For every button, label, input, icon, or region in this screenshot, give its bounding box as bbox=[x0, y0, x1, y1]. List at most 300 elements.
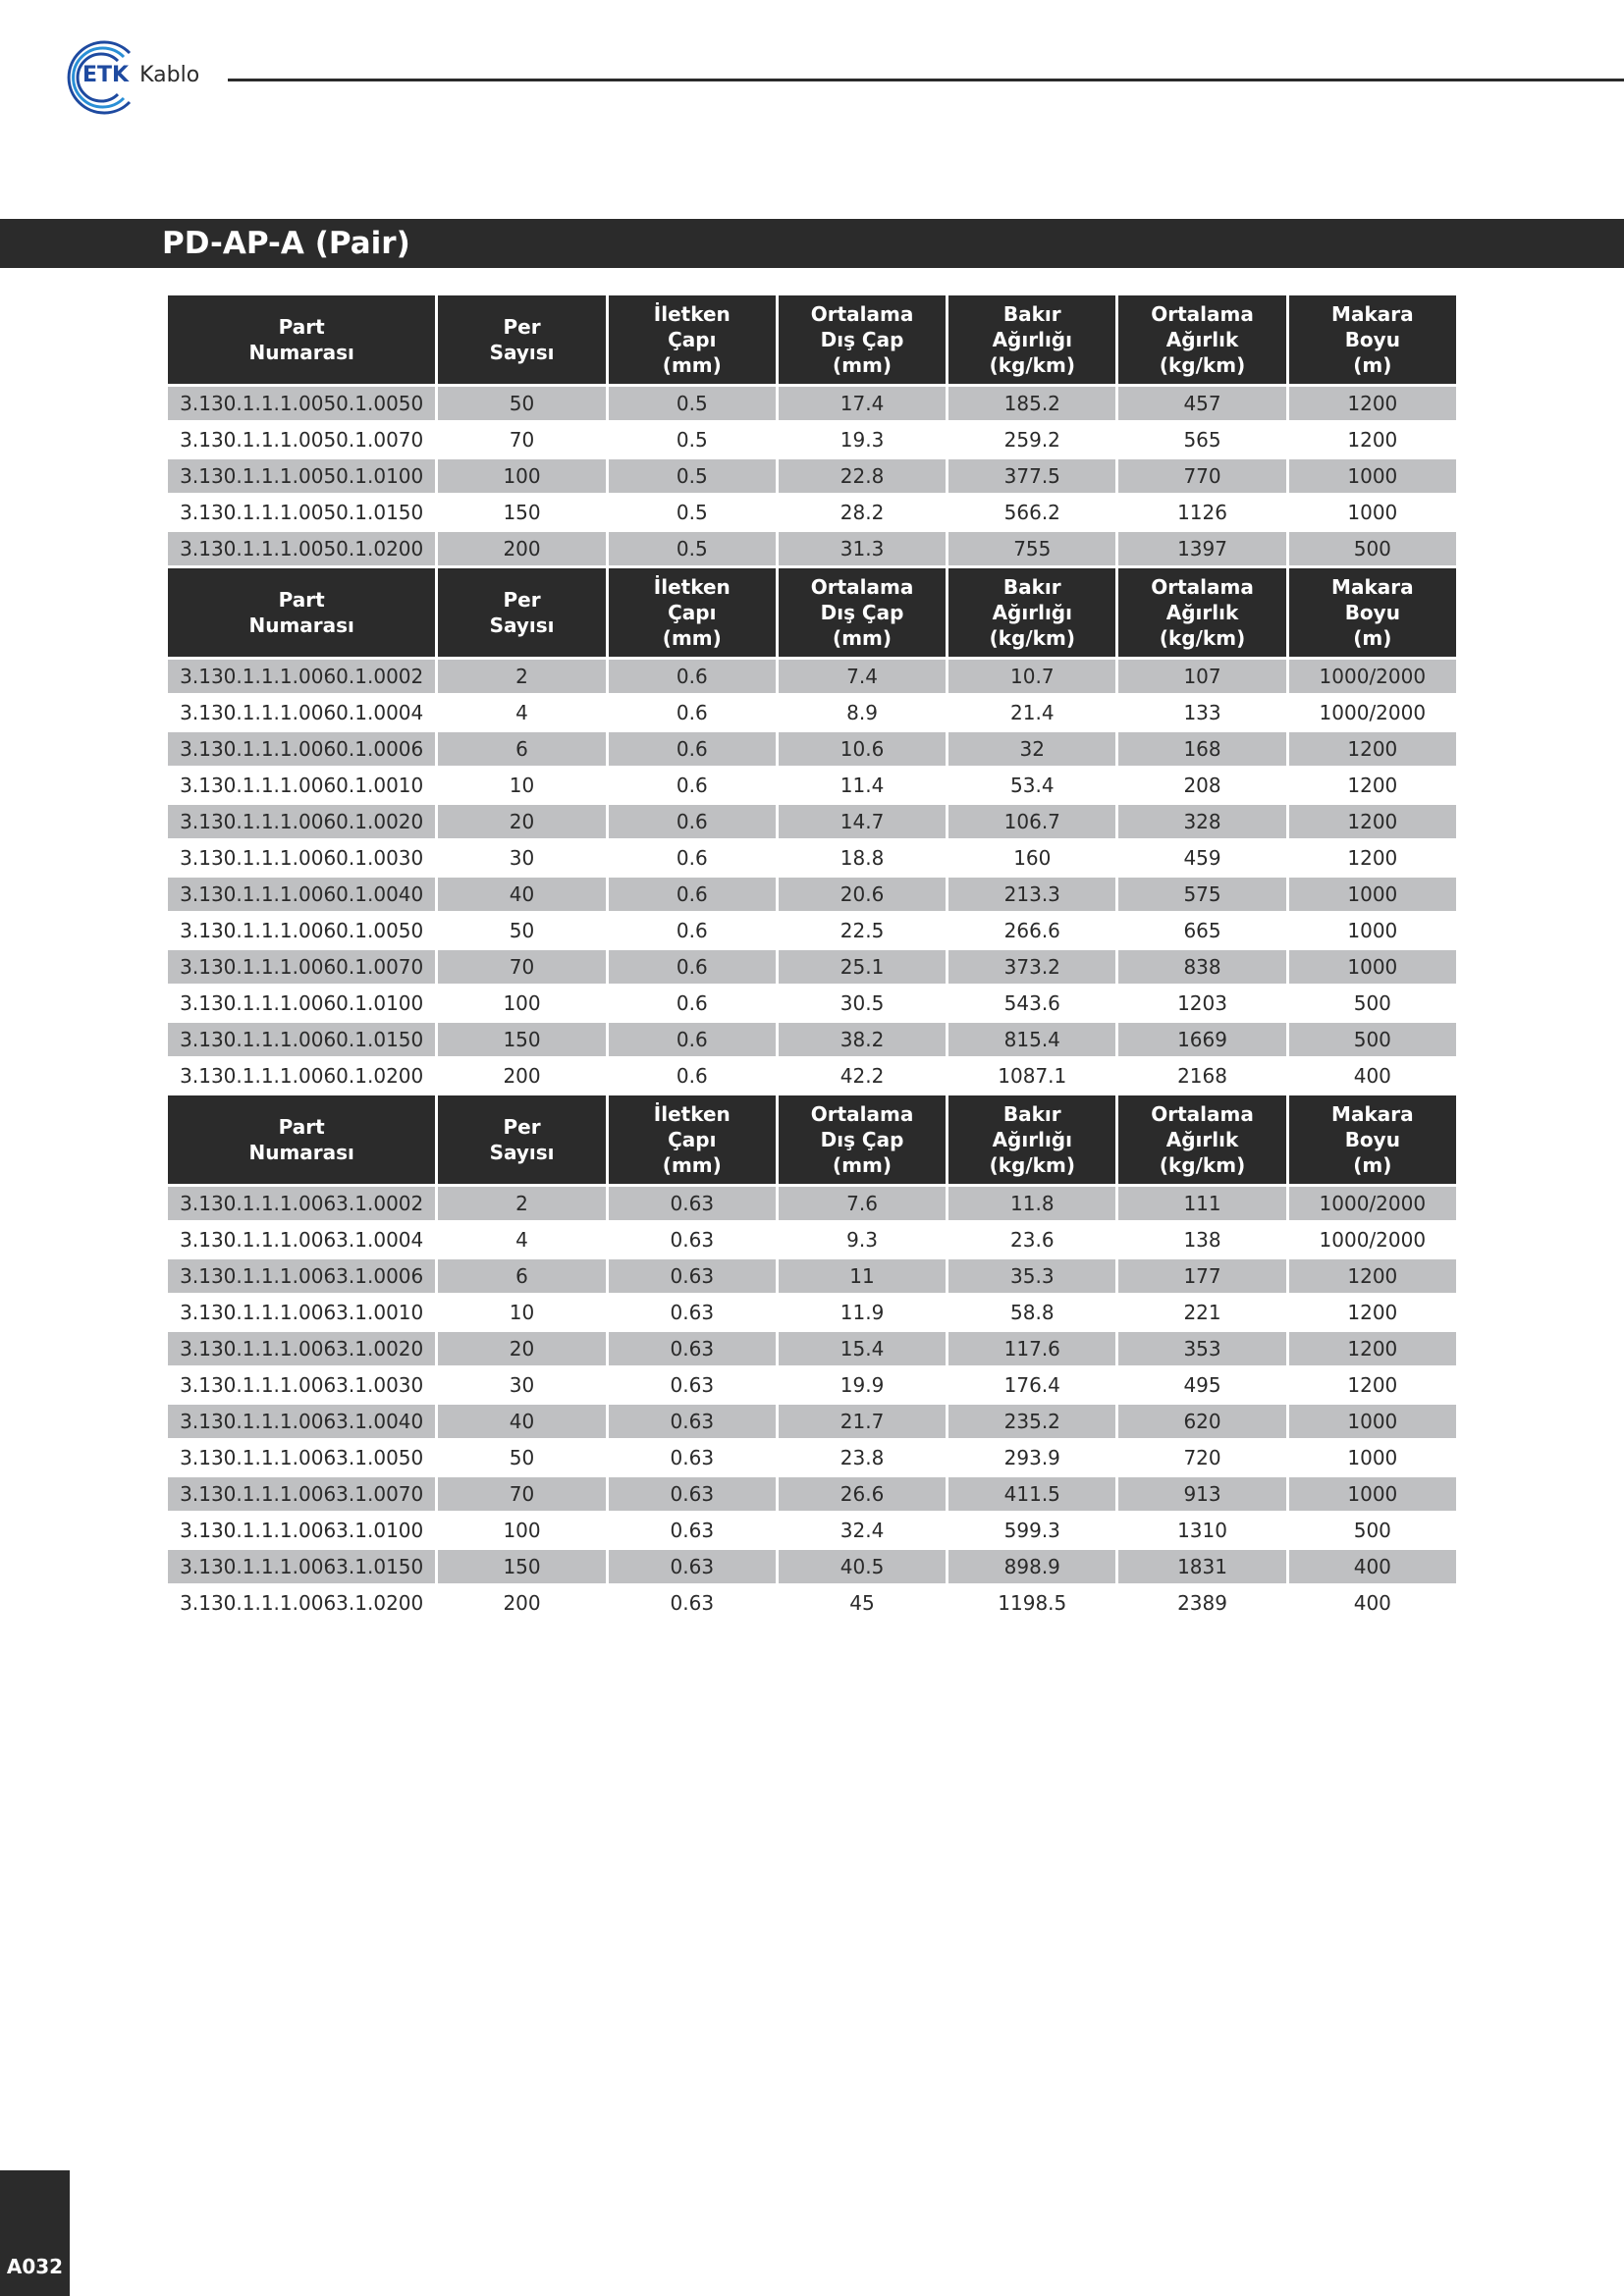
column-header-line: (kg/km) bbox=[989, 626, 1075, 650]
column-header-part-number bbox=[168, 295, 435, 384]
part-number-cell: 3.130.1.1.1.0060.1.0100 bbox=[168, 987, 435, 1020]
column-header-line: Ağırlık bbox=[1165, 1128, 1239, 1151]
part-number-cell: 3.130.1.1.1.0063.1.0020 bbox=[168, 1332, 435, 1365]
reel-length-cell: 1000 bbox=[1289, 950, 1456, 984]
outer-diameter-cell: 10.6 bbox=[779, 732, 946, 766]
conductor-diameter-cell: 0.6 bbox=[609, 914, 776, 947]
conductor-diameter-cell: 0.5 bbox=[609, 387, 776, 420]
outer-diameter-cell: 11.4 bbox=[779, 769, 946, 802]
part-number-cell: 3.130.1.1.1.0050.1.0200 bbox=[168, 532, 435, 565]
outer-diameter-cell: 20.6 bbox=[779, 878, 946, 911]
column-header-line: Numarası bbox=[248, 341, 354, 364]
conductor-diameter-cell: 0.6 bbox=[609, 696, 776, 729]
copper-weight-cell: 10.7 bbox=[948, 660, 1115, 693]
table-row bbox=[168, 950, 1456, 984]
part-number-cell: 3.130.1.1.1.0060.1.0070 bbox=[168, 950, 435, 984]
outer-diameter-cell: 19.3 bbox=[779, 423, 946, 456]
part-number-cell: 3.130.1.1.1.0060.1.0030 bbox=[168, 841, 435, 875]
outer-diameter-cell: 21.7 bbox=[779, 1405, 946, 1438]
part-number-cell: 3.130.1.1.1.0063.1.0070 bbox=[168, 1477, 435, 1511]
column-header-line: (mm) bbox=[662, 626, 722, 650]
pair-count-cell: 70 bbox=[438, 1477, 605, 1511]
copper-weight-cell: 599.3 bbox=[948, 1514, 1115, 1547]
reel-length-cell: 1200 bbox=[1289, 423, 1456, 456]
pair-count-cell: 30 bbox=[438, 1368, 605, 1402]
copper-weight-cell: 373.2 bbox=[948, 950, 1115, 984]
average-weight-cell: 328 bbox=[1118, 805, 1285, 838]
column-header-line: Ortalama bbox=[810, 302, 914, 326]
conductor-diameter-cell: 0.63 bbox=[609, 1259, 776, 1293]
part-number-cell: 3.130.1.1.1.0063.1.0150 bbox=[168, 1550, 435, 1583]
pair-count-cell: 4 bbox=[438, 1223, 605, 1256]
conductor-diameter-cell: 0.6 bbox=[609, 878, 776, 911]
column-header-line: (kg/km) bbox=[1159, 626, 1246, 650]
column-header-part-number bbox=[168, 568, 435, 657]
reel-length-cell: 1200 bbox=[1289, 805, 1456, 838]
average-weight-cell: 168 bbox=[1118, 732, 1285, 766]
copper-weight-cell: 815.4 bbox=[948, 1023, 1115, 1056]
table-row bbox=[168, 1296, 1456, 1329]
column-header-line: (kg/km) bbox=[989, 353, 1075, 377]
column-header-line: Bakır bbox=[1002, 302, 1061, 326]
conductor-diameter-cell: 0.6 bbox=[609, 987, 776, 1020]
average-weight-cell: 838 bbox=[1118, 950, 1285, 984]
copper-weight-cell: 35.3 bbox=[948, 1259, 1115, 1293]
column-header-average-weight bbox=[1118, 295, 1285, 384]
column-header-pair-count bbox=[438, 295, 605, 384]
conductor-diameter-cell: 0.6 bbox=[609, 1059, 776, 1093]
part-number-cell: 3.130.1.1.1.0063.1.0004 bbox=[168, 1223, 435, 1256]
header-rule bbox=[228, 79, 1624, 81]
conductor-diameter-cell: 0.6 bbox=[609, 1023, 776, 1056]
column-header-line: Makara bbox=[1331, 302, 1414, 326]
average-weight-cell: 2168 bbox=[1118, 1059, 1285, 1093]
column-header-outer-diameter bbox=[779, 1095, 946, 1184]
outer-diameter-cell: 22.5 bbox=[779, 914, 946, 947]
column-header-line: Dış Çap bbox=[820, 328, 904, 351]
part-number-cell: 3.130.1.1.1.0060.1.0004 bbox=[168, 696, 435, 729]
table-row bbox=[168, 1059, 1456, 1093]
table-row bbox=[168, 423, 1456, 456]
column-header-line: Part bbox=[278, 315, 325, 339]
average-weight-cell: 177 bbox=[1118, 1259, 1285, 1293]
conductor-diameter-cell: 0.63 bbox=[609, 1368, 776, 1402]
conductor-diameter-cell: 0.5 bbox=[609, 496, 776, 529]
reel-length-cell: 1200 bbox=[1289, 1368, 1456, 1402]
copper-weight-cell: 259.2 bbox=[948, 423, 1115, 456]
outer-diameter-cell: 7.6 bbox=[779, 1187, 946, 1220]
part-number-cell: 3.130.1.1.1.0063.1.0200 bbox=[168, 1586, 435, 1620]
conductor-diameter-cell: 0.6 bbox=[609, 841, 776, 875]
pair-count-cell: 2 bbox=[438, 660, 605, 693]
copper-weight-cell: 377.5 bbox=[948, 459, 1115, 493]
average-weight-cell: 2389 bbox=[1118, 1586, 1285, 1620]
copper-weight-cell: 411.5 bbox=[948, 1477, 1115, 1511]
part-number-cell: 3.130.1.1.1.0063.1.0006 bbox=[168, 1259, 435, 1293]
copper-weight-cell: 1198.5 bbox=[948, 1586, 1115, 1620]
part-number-cell: 3.130.1.1.1.0060.1.0020 bbox=[168, 805, 435, 838]
pair-count-cell: 6 bbox=[438, 1259, 605, 1293]
copper-weight-cell: 543.6 bbox=[948, 987, 1115, 1020]
outer-diameter-cell: 30.5 bbox=[779, 987, 946, 1020]
average-weight-cell: 665 bbox=[1118, 914, 1285, 947]
conductor-diameter-cell: 0.63 bbox=[609, 1441, 776, 1474]
column-header-line: Boyu bbox=[1344, 328, 1400, 351]
table-row bbox=[168, 387, 1456, 420]
conductor-diameter-cell: 0.63 bbox=[609, 1332, 776, 1365]
part-number-cell: 3.130.1.1.1.0060.1.0010 bbox=[168, 769, 435, 802]
pair-count-cell: 200 bbox=[438, 1586, 605, 1620]
page-title: PD-AP-A (Pair) bbox=[162, 226, 410, 261]
column-header-line: Ağırlığı bbox=[992, 328, 1072, 351]
column-header-line: Çapı bbox=[668, 1128, 717, 1151]
reel-length-cell: 1200 bbox=[1289, 1332, 1456, 1365]
pair-count-cell: 50 bbox=[438, 914, 605, 947]
pair-count-cell: 20 bbox=[438, 805, 605, 838]
table-row bbox=[168, 696, 1456, 729]
conductor-diameter-cell: 0.63 bbox=[609, 1477, 776, 1511]
column-header-reel-length bbox=[1289, 1095, 1456, 1184]
column-header-line: Sayısı bbox=[489, 1141, 555, 1164]
part-number-cell: 3.130.1.1.1.0060.1.0002 bbox=[168, 660, 435, 693]
table-row bbox=[168, 1368, 1456, 1402]
reel-length-cell: 1000/2000 bbox=[1289, 1187, 1456, 1220]
conductor-diameter-cell: 0.63 bbox=[609, 1223, 776, 1256]
table-row bbox=[168, 1223, 1456, 1256]
conductor-diameter-cell: 0.6 bbox=[609, 660, 776, 693]
conductor-diameter-cell: 0.6 bbox=[609, 950, 776, 984]
column-header-conductor-diameter bbox=[609, 1095, 776, 1184]
reel-length-cell: 400 bbox=[1289, 1059, 1456, 1093]
conductor-diameter-cell: 0.63 bbox=[609, 1514, 776, 1547]
column-header-line: Ortalama bbox=[1151, 302, 1254, 326]
copper-weight-cell: 213.3 bbox=[948, 878, 1115, 911]
column-header-line: (m) bbox=[1353, 353, 1392, 377]
table-row bbox=[168, 1514, 1456, 1547]
part-number-cell: 3.130.1.1.1.0060.1.0150 bbox=[168, 1023, 435, 1056]
outer-diameter-cell: 22.8 bbox=[779, 459, 946, 493]
pair-count-cell: 150 bbox=[438, 1023, 605, 1056]
column-header-outer-diameter bbox=[779, 295, 946, 384]
pair-count-cell: 50 bbox=[438, 387, 605, 420]
column-header-average-weight bbox=[1118, 568, 1285, 657]
table-row bbox=[168, 1023, 1456, 1056]
column-header-line: Per bbox=[503, 588, 541, 612]
outer-diameter-cell: 31.3 bbox=[779, 532, 946, 565]
outer-diameter-cell: 19.9 bbox=[779, 1368, 946, 1402]
spec-table bbox=[165, 293, 1459, 1623]
copper-weight-cell: 566.2 bbox=[948, 496, 1115, 529]
average-weight-cell: 133 bbox=[1118, 696, 1285, 729]
average-weight-cell: 459 bbox=[1118, 841, 1285, 875]
table-row bbox=[168, 1187, 1456, 1220]
table-row bbox=[168, 841, 1456, 875]
logo-name-text: Kablo bbox=[139, 63, 200, 87]
pair-count-cell: 2 bbox=[438, 1187, 605, 1220]
column-header-line: Ağırlığı bbox=[992, 1128, 1072, 1151]
copper-weight-cell: 106.7 bbox=[948, 805, 1115, 838]
column-header-line: Ortalama bbox=[810, 1102, 914, 1126]
average-weight-cell: 1203 bbox=[1118, 987, 1285, 1020]
reel-length-cell: 1200 bbox=[1289, 841, 1456, 875]
table-row bbox=[168, 1259, 1456, 1293]
pair-count-cell: 6 bbox=[438, 732, 605, 766]
reel-length-cell: 1200 bbox=[1289, 732, 1456, 766]
average-weight-cell: 107 bbox=[1118, 660, 1285, 693]
outer-diameter-cell: 8.9 bbox=[779, 696, 946, 729]
outer-diameter-cell: 11 bbox=[779, 1259, 946, 1293]
copper-weight-cell: 53.4 bbox=[948, 769, 1115, 802]
column-header-line: (kg/km) bbox=[989, 1153, 1075, 1177]
column-header-line: (kg/km) bbox=[1159, 353, 1246, 377]
column-header-reel-length bbox=[1289, 568, 1456, 657]
copper-weight-cell: 58.8 bbox=[948, 1296, 1115, 1329]
outer-diameter-cell: 28.2 bbox=[779, 496, 946, 529]
conductor-diameter-cell: 0.6 bbox=[609, 769, 776, 802]
outer-diameter-cell: 40.5 bbox=[779, 1550, 946, 1583]
reel-length-cell: 1000/2000 bbox=[1289, 1223, 1456, 1256]
column-header-line: Sayısı bbox=[489, 341, 555, 364]
column-header-conductor-diameter bbox=[609, 295, 776, 384]
reel-length-cell: 500 bbox=[1289, 1514, 1456, 1547]
average-weight-cell: 620 bbox=[1118, 1405, 1285, 1438]
copper-weight-cell: 293.9 bbox=[948, 1441, 1115, 1474]
reel-length-cell: 1000 bbox=[1289, 1405, 1456, 1438]
pair-count-cell: 100 bbox=[438, 987, 605, 1020]
column-header-line: Dış Çap bbox=[820, 1128, 904, 1151]
outer-diameter-cell: 25.1 bbox=[779, 950, 946, 984]
pair-count-cell: 10 bbox=[438, 1296, 605, 1329]
table-row bbox=[168, 805, 1456, 838]
outer-diameter-cell: 7.4 bbox=[779, 660, 946, 693]
outer-diameter-cell: 18.8 bbox=[779, 841, 946, 875]
column-header-line: Bakır bbox=[1002, 1102, 1061, 1126]
column-header-line: (m) bbox=[1353, 1153, 1392, 1177]
outer-diameter-cell: 38.2 bbox=[779, 1023, 946, 1056]
pair-count-cell: 100 bbox=[438, 1514, 605, 1547]
copper-weight-cell: 185.2 bbox=[948, 387, 1115, 420]
average-weight-cell: 720 bbox=[1118, 1441, 1285, 1474]
column-header-line: (m) bbox=[1353, 626, 1392, 650]
copper-weight-cell: 32 bbox=[948, 732, 1115, 766]
part-number-cell: 3.130.1.1.1.0050.1.0070 bbox=[168, 423, 435, 456]
table-row bbox=[168, 1405, 1456, 1438]
pair-count-cell: 40 bbox=[438, 878, 605, 911]
column-header-copper-weight bbox=[948, 295, 1115, 384]
part-number-cell: 3.130.1.1.1.0050.1.0100 bbox=[168, 459, 435, 493]
pair-count-cell: 70 bbox=[438, 950, 605, 984]
column-header-line: Ağırlığı bbox=[992, 601, 1072, 624]
logo-mark-text: ETK bbox=[82, 63, 130, 87]
copper-weight-cell: 117.6 bbox=[948, 1332, 1115, 1365]
outer-diameter-cell: 17.4 bbox=[779, 387, 946, 420]
column-header-line: İletken bbox=[653, 302, 731, 326]
outer-diameter-cell: 11.9 bbox=[779, 1296, 946, 1329]
table-header-row bbox=[168, 1095, 1456, 1184]
column-header-line: Ortalama bbox=[1151, 1102, 1254, 1126]
column-header-line: Çapı bbox=[668, 328, 717, 351]
pair-count-cell: 10 bbox=[438, 769, 605, 802]
copper-weight-cell: 898.9 bbox=[948, 1550, 1115, 1583]
average-weight-cell: 770 bbox=[1118, 459, 1285, 493]
column-header-line: (mm) bbox=[833, 1153, 893, 1177]
table-row bbox=[168, 878, 1456, 911]
table-row bbox=[168, 914, 1456, 947]
column-header-copper-weight bbox=[948, 568, 1115, 657]
conductor-diameter-cell: 0.6 bbox=[609, 732, 776, 766]
reel-length-cell: 400 bbox=[1289, 1550, 1456, 1583]
table-row bbox=[168, 459, 1456, 493]
column-header-line: Bakır bbox=[1002, 575, 1061, 599]
reel-length-cell: 400 bbox=[1289, 1586, 1456, 1620]
table-row bbox=[168, 1477, 1456, 1511]
part-number-cell: 3.130.1.1.1.0050.1.0050 bbox=[168, 387, 435, 420]
table-row bbox=[168, 660, 1456, 693]
average-weight-cell: 1397 bbox=[1118, 532, 1285, 565]
reel-length-cell: 1000 bbox=[1289, 459, 1456, 493]
conductor-diameter-cell: 0.63 bbox=[609, 1405, 776, 1438]
column-header-line: Çapı bbox=[668, 601, 717, 624]
table-row bbox=[168, 1550, 1456, 1583]
column-header-line: Per bbox=[503, 315, 541, 339]
column-header-outer-diameter bbox=[779, 568, 946, 657]
column-header-line: Sayısı bbox=[489, 614, 555, 637]
pair-count-cell: 40 bbox=[438, 1405, 605, 1438]
pair-count-cell: 150 bbox=[438, 1550, 605, 1583]
reel-length-cell: 1200 bbox=[1289, 387, 1456, 420]
table-row bbox=[168, 769, 1456, 802]
column-header-line: Numarası bbox=[248, 1141, 354, 1164]
reel-length-cell: 1000 bbox=[1289, 496, 1456, 529]
part-number-cell: 3.130.1.1.1.0060.1.0050 bbox=[168, 914, 435, 947]
column-header-line: Boyu bbox=[1344, 1128, 1400, 1151]
column-header-pair-count bbox=[438, 1095, 605, 1184]
conductor-diameter-cell: 0.5 bbox=[609, 459, 776, 493]
column-header-reel-length bbox=[1289, 295, 1456, 384]
page-number: A032 bbox=[6, 2255, 64, 2278]
reel-length-cell: 1000 bbox=[1289, 1477, 1456, 1511]
conductor-diameter-cell: 0.63 bbox=[609, 1187, 776, 1220]
column-header-copper-weight bbox=[948, 1095, 1115, 1184]
table-header-row bbox=[168, 295, 1456, 384]
column-header-line: (mm) bbox=[833, 353, 893, 377]
average-weight-cell: 565 bbox=[1118, 423, 1285, 456]
reel-length-cell: 1000/2000 bbox=[1289, 660, 1456, 693]
outer-diameter-cell: 45 bbox=[779, 1586, 946, 1620]
table-header-row bbox=[168, 568, 1456, 657]
pair-count-cell: 200 bbox=[438, 532, 605, 565]
outer-diameter-cell: 14.7 bbox=[779, 805, 946, 838]
outer-diameter-cell: 42.2 bbox=[779, 1059, 946, 1093]
part-number-cell: 3.130.1.1.1.0063.1.0030 bbox=[168, 1368, 435, 1402]
pair-count-cell: 150 bbox=[438, 496, 605, 529]
column-header-line: Per bbox=[503, 1115, 541, 1139]
average-weight-cell: 495 bbox=[1118, 1368, 1285, 1402]
page-number-tab bbox=[0, 2170, 70, 2296]
spec-table-body bbox=[168, 295, 1456, 1620]
pair-count-cell: 200 bbox=[438, 1059, 605, 1093]
conductor-diameter-cell: 0.63 bbox=[609, 1296, 776, 1329]
part-number-cell: 3.130.1.1.1.0060.1.0006 bbox=[168, 732, 435, 766]
pair-count-cell: 20 bbox=[438, 1332, 605, 1365]
column-header-average-weight bbox=[1118, 1095, 1285, 1184]
column-header-line: Boyu bbox=[1344, 601, 1400, 624]
conductor-diameter-cell: 0.63 bbox=[609, 1586, 776, 1620]
reel-length-cell: 1200 bbox=[1289, 1259, 1456, 1293]
table-row bbox=[168, 1332, 1456, 1365]
pair-count-cell: 100 bbox=[438, 459, 605, 493]
reel-length-cell: 1000 bbox=[1289, 1441, 1456, 1474]
column-header-line: Ağırlık bbox=[1165, 328, 1239, 351]
copper-weight-cell: 235.2 bbox=[948, 1405, 1115, 1438]
part-number-cell: 3.130.1.1.1.0063.1.0100 bbox=[168, 1514, 435, 1547]
average-weight-cell: 457 bbox=[1118, 387, 1285, 420]
column-header-line: (kg/km) bbox=[1159, 1153, 1246, 1177]
column-header-line: (mm) bbox=[833, 626, 893, 650]
pair-count-cell: 70 bbox=[438, 423, 605, 456]
table-row bbox=[168, 1586, 1456, 1620]
column-header-line: (mm) bbox=[662, 353, 722, 377]
part-number-cell: 3.130.1.1.1.0063.1.0050 bbox=[168, 1441, 435, 1474]
reel-length-cell: 1200 bbox=[1289, 769, 1456, 802]
pair-count-cell: 50 bbox=[438, 1441, 605, 1474]
column-header-conductor-diameter bbox=[609, 568, 776, 657]
reel-length-cell: 500 bbox=[1289, 532, 1456, 565]
copper-weight-cell: 176.4 bbox=[948, 1368, 1115, 1402]
column-header-line: Ortalama bbox=[1151, 575, 1254, 599]
copper-weight-cell: 23.6 bbox=[948, 1223, 1115, 1256]
etk-kablo-logo bbox=[53, 37, 210, 118]
outer-diameter-cell: 26.6 bbox=[779, 1477, 946, 1511]
conductor-diameter-cell: 0.63 bbox=[609, 1550, 776, 1583]
pair-count-cell: 4 bbox=[438, 696, 605, 729]
column-header-line: Numarası bbox=[248, 614, 354, 637]
column-header-pair-count bbox=[438, 568, 605, 657]
logo-wordmark bbox=[82, 63, 199, 87]
outer-diameter-cell: 9.3 bbox=[779, 1223, 946, 1256]
average-weight-cell: 1126 bbox=[1118, 496, 1285, 529]
column-header-line: (mm) bbox=[662, 1153, 722, 1177]
outer-diameter-cell: 15.4 bbox=[779, 1332, 946, 1365]
reel-length-cell: 1000 bbox=[1289, 878, 1456, 911]
average-weight-cell: 208 bbox=[1118, 769, 1285, 802]
outer-diameter-cell: 32.4 bbox=[779, 1514, 946, 1547]
part-number-cell: 3.130.1.1.1.0063.1.0040 bbox=[168, 1405, 435, 1438]
reel-length-cell: 1200 bbox=[1289, 1296, 1456, 1329]
average-weight-cell: 1310 bbox=[1118, 1514, 1285, 1547]
table-row bbox=[168, 1441, 1456, 1474]
part-number-cell: 3.130.1.1.1.0060.1.0200 bbox=[168, 1059, 435, 1093]
reel-length-cell: 1000/2000 bbox=[1289, 696, 1456, 729]
conductor-diameter-cell: 0.5 bbox=[609, 532, 776, 565]
average-weight-cell: 913 bbox=[1118, 1477, 1285, 1511]
column-header-part-number bbox=[168, 1095, 435, 1184]
column-header-line: Ortalama bbox=[810, 575, 914, 599]
table-row bbox=[168, 987, 1456, 1020]
part-number-cell: 3.130.1.1.1.0060.1.0040 bbox=[168, 878, 435, 911]
part-number-cell: 3.130.1.1.1.0050.1.0150 bbox=[168, 496, 435, 529]
part-number-cell: 3.130.1.1.1.0063.1.0010 bbox=[168, 1296, 435, 1329]
copper-weight-cell: 755 bbox=[948, 532, 1115, 565]
conductor-diameter-cell: 0.6 bbox=[609, 805, 776, 838]
column-header-line: Makara bbox=[1331, 1102, 1414, 1126]
copper-weight-cell: 11.8 bbox=[948, 1187, 1115, 1220]
part-number-cell: 3.130.1.1.1.0063.1.0002 bbox=[168, 1187, 435, 1220]
average-weight-cell: 138 bbox=[1118, 1223, 1285, 1256]
table-row bbox=[168, 496, 1456, 529]
title-bar bbox=[0, 219, 1624, 268]
pair-count-cell: 30 bbox=[438, 841, 605, 875]
